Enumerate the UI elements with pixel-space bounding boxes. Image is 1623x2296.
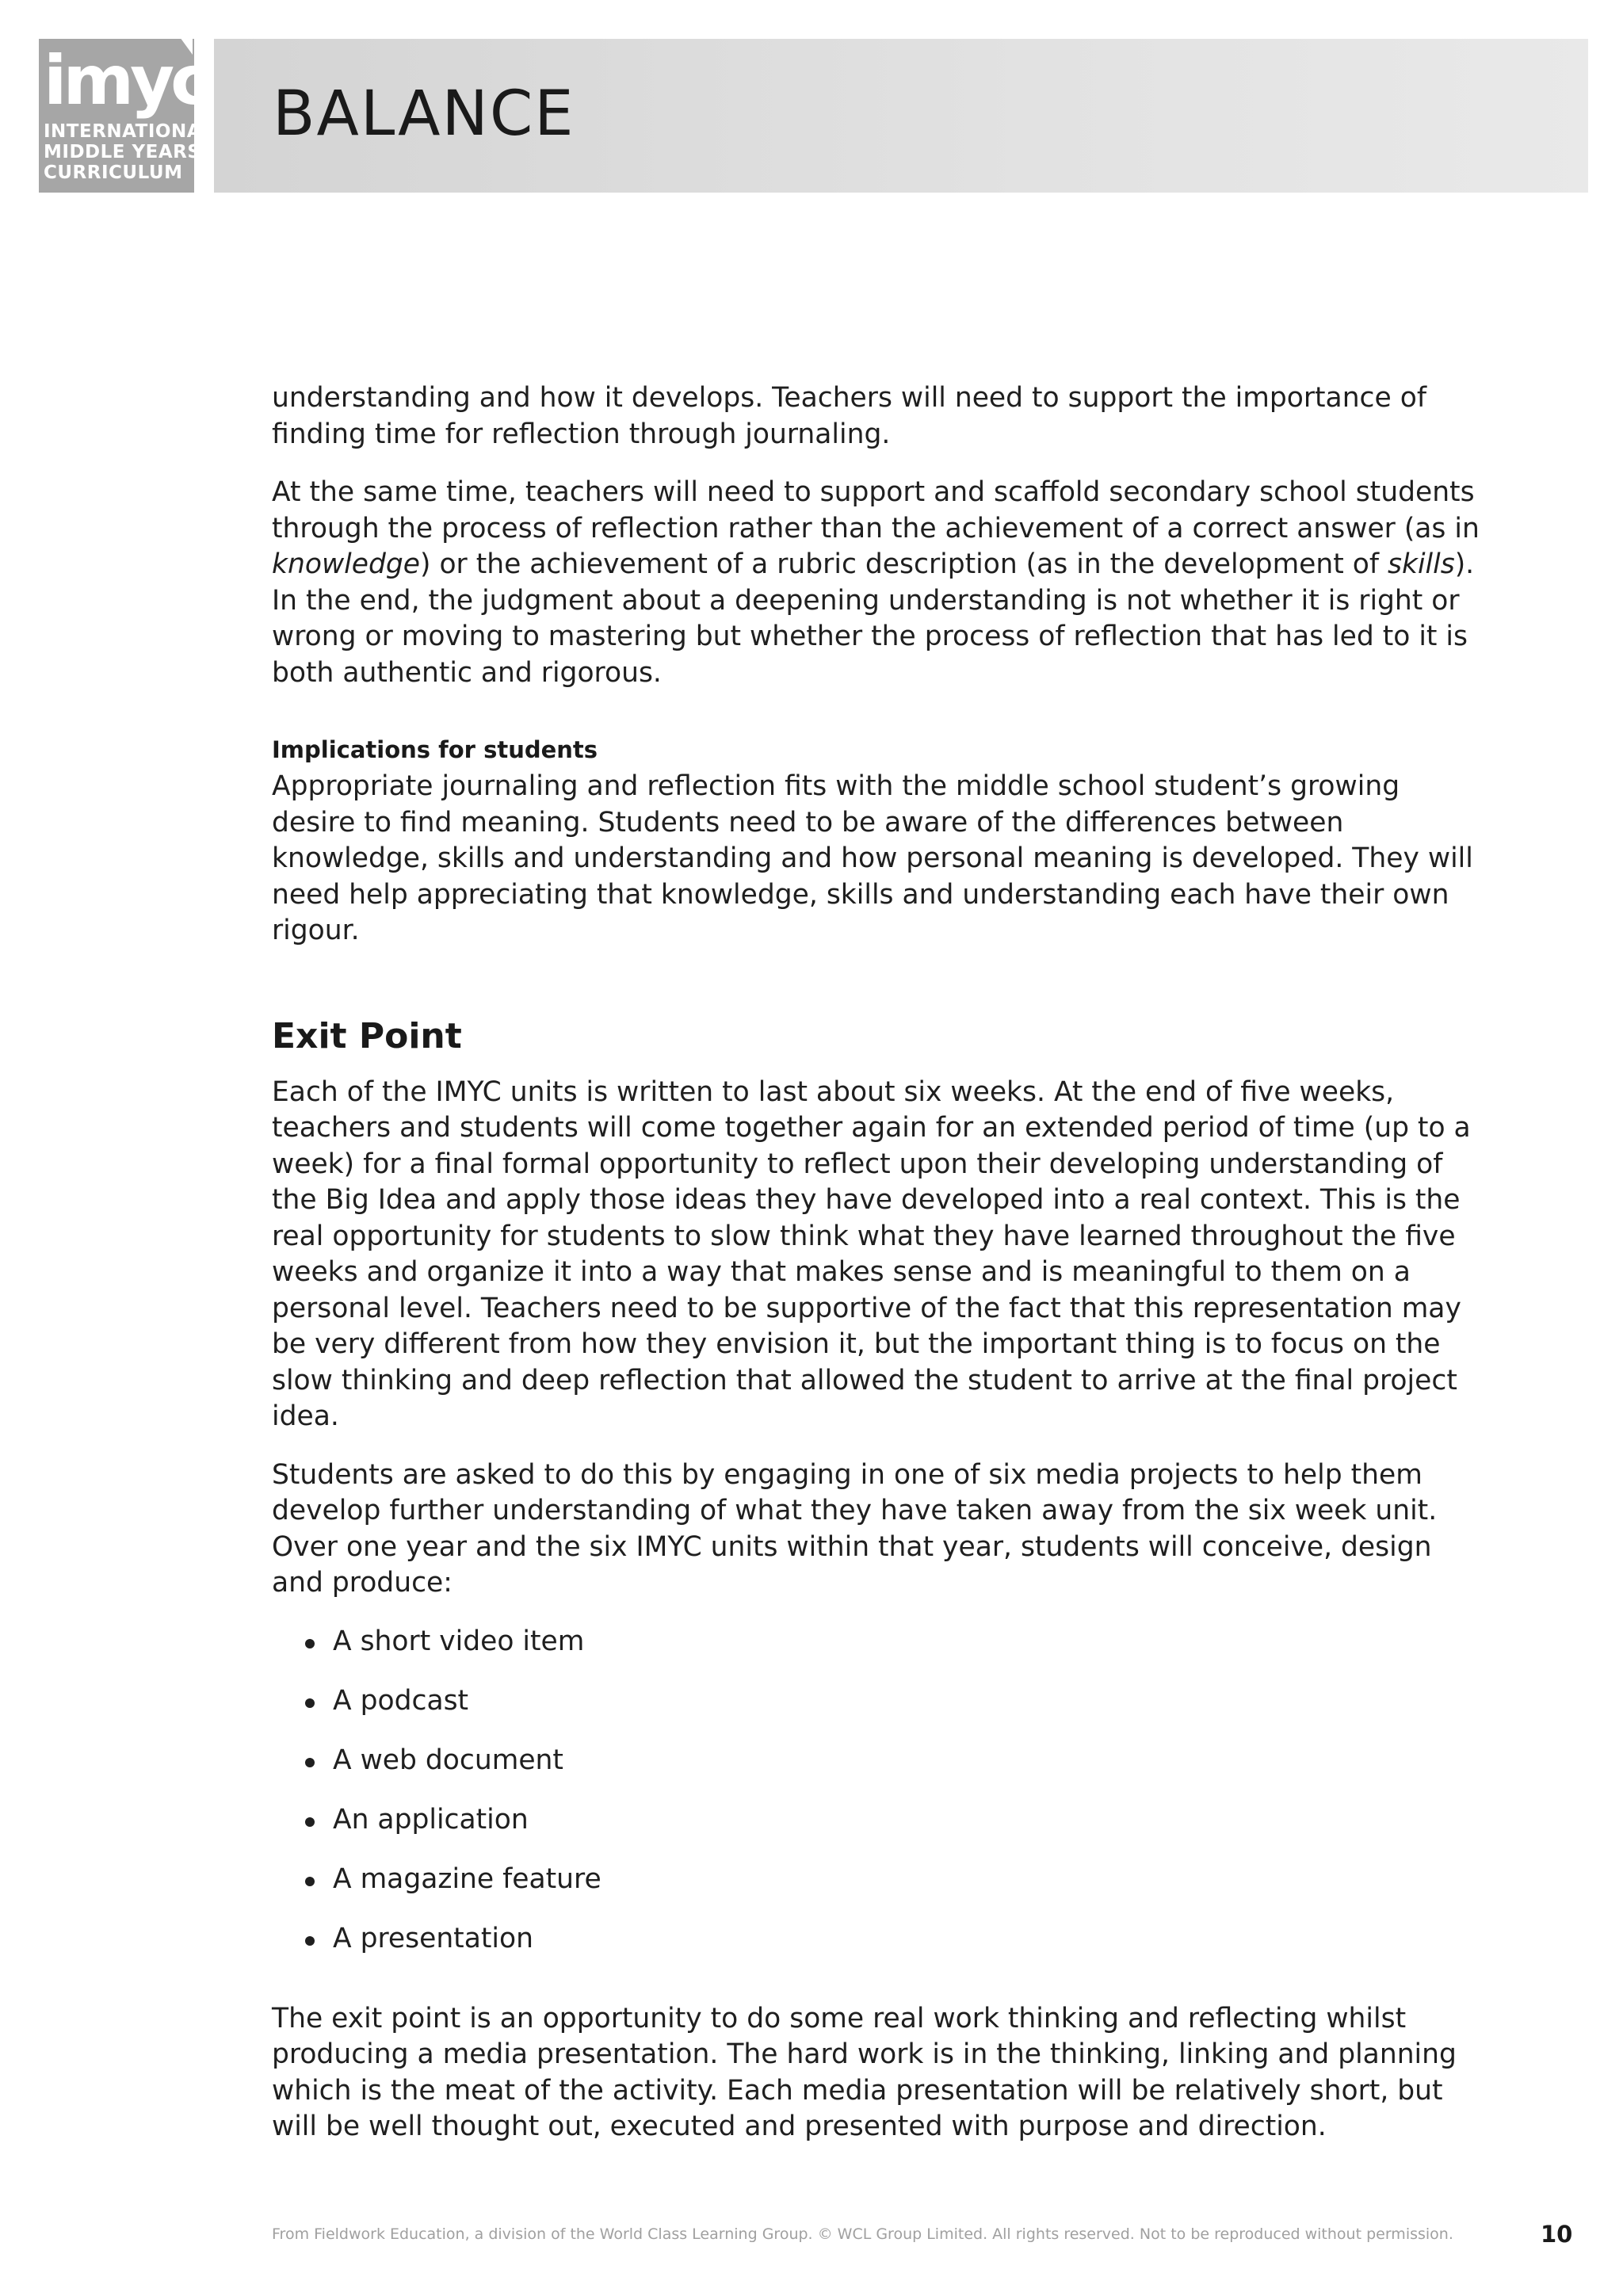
page-title: BALANCE — [273, 78, 575, 150]
bullet-icon — [305, 1936, 315, 1946]
logo-subtitle — [44, 121, 214, 183]
list-item-label: A magazine feature — [333, 1862, 601, 1895]
media-projects-paragraph — [272, 1457, 1484, 1602]
list-item — [272, 1743, 1484, 1802]
imyc-logo — [39, 39, 214, 193]
bullet-icon — [305, 1698, 315, 1708]
bullet-icon — [305, 1639, 315, 1648]
list-item-label: An application — [333, 1803, 529, 1836]
logo-wordmark-text: imyc — [44, 41, 208, 120]
media-projects-text: Over one year and the six IMYC units within that year, students will conceive, design and produce: — [272, 1530, 1432, 1599]
copyright-footer: From Fieldwork Education, a division of the World Class Learning Group. © WCL Group Limited. All rights reserved. Not to be reproduced without permission. — [272, 2225, 1453, 2243]
list-item — [272, 1683, 1484, 1743]
page-number: 10 — [1541, 2221, 1573, 2248]
list-item-label: A short video item — [333, 1625, 585, 1657]
scaffold-text: ). In the end, the judgment about a deepening understanding is not whether it is right or wrong or moving to mastering but whether the process of reflection that has led to it is both authentic and rigorous. — [272, 548, 1475, 689]
exit-point-heading: Exit Point — [272, 1015, 462, 1056]
intro-paragraph: understanding and how it develops. Teachers will need to support the importance of finding time for reflection through journaling. — [272, 382, 1426, 450]
list-item — [272, 1921, 1484, 1981]
logo-subtitle-line: CURRICULUM — [44, 162, 183, 183]
list-item — [272, 1802, 1484, 1862]
knowledge-emphasis: knowledge — [272, 548, 421, 580]
header-band — [214, 39, 1588, 193]
list-item — [272, 1862, 1484, 1921]
list-item-label: A presentation — [333, 1922, 533, 1954]
scaffold-text: At the same time, teachers will need to support and scaffold secondary school students through the process of reflection rather than the achievement of a correct answer (as in — [272, 476, 1480, 544]
media-projects-list — [272, 1624, 1484, 1981]
list-item — [272, 1624, 1484, 1683]
closing-paragraph: The exit point is an opportunity to do some real work thinking and reflecting whilst producing a media presentation. The hard work is in the thinking, linking and planning which is the meat of the activity. Each media presentation will be relatively short, but will be well thought out, executed and presented with purpose and direction. — [272, 2002, 1457, 2142]
main-content — [272, 380, 1484, 2168]
media-projects-text: Students are asked to do this by engaging in one of six media projects to help them develop further understanding of what they have taken away from the six week unit. — [272, 1458, 1438, 1526]
implications-heading: Implications for students — [272, 736, 598, 763]
logo-wordmark — [40, 37, 208, 124]
exit-paragraph: Each of the IMYC units is written to last about six weeks. At the end of five weeks, teachers and students will come together again for an extended period of time (up to a week) for a final formal opportunity to reflect upon their developing understanding of the Big Idea and apply those ideas they have developed into a real context. This is the real opportunity for students to slow think what they have learned throughout the five weeks and organize it into a way that makes sense and is meaningful to them on a personal level. Teachers need to be supportive of the fact that this representation may be very different from how they envision it, but the important thing is to focus on the slow thinking and deep reflection that allowed the student to arrive at the final project idea. — [272, 1075, 1471, 1432]
bullet-icon — [305, 1817, 315, 1827]
logo-subtitle-line: MIDDLE YEARS — [44, 142, 201, 162]
scaffold-paragraph — [272, 475, 1484, 691]
list-item-label: A web document — [333, 1744, 563, 1776]
bullet-icon — [305, 1877, 315, 1886]
skills-emphasis: skills — [1388, 548, 1455, 580]
logo-subtitle-line: INTERNATIONAL — [44, 121, 214, 142]
scaffold-text: ) or the achievement of a rubric description (as in the development of — [420, 548, 1388, 580]
implications-paragraph: Appropriate journaling and reflection fits with the middle school student’s growing desire to find meaning. Students need to be aware of the differences between knowledge, skills and understanding and how personal meaning is developed. They will need help appreciating that knowledge, skills and understanding each have their own rigour. — [272, 770, 1473, 946]
bullet-icon — [305, 1758, 315, 1767]
list-item-label: A podcast — [333, 1684, 469, 1717]
